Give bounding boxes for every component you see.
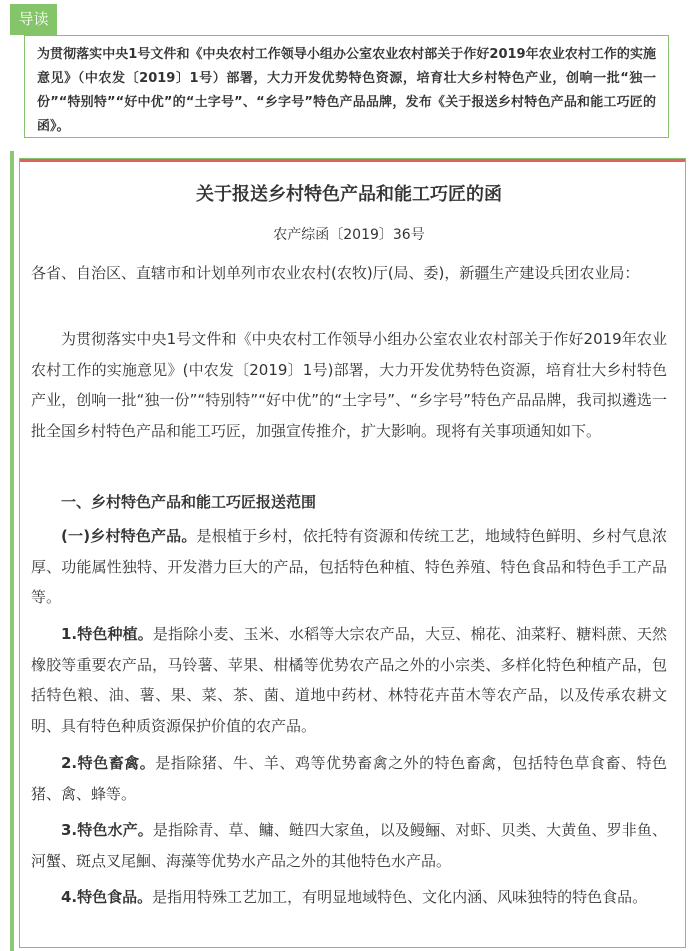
intro-tag: 导读 xyxy=(10,4,57,35)
intro-box xyxy=(24,35,669,138)
item-text: 是指用特殊工艺加工，有明显地域特色、文化内涵、风味独特的特色食品。 xyxy=(152,888,648,906)
intro-text: 为贯彻落实中央1号文件和《中央农村工作领导小组办公室农业农村部关于作好2019年农业农村工作的实施意见》（中农发〔2019〕1号）部署，大力开发优势特色资源，培育壮大乡村特色产业，创响一批“独一份”“特别特”“好中优”的“土字号”、“乡字号”特色产品品牌，发布《关于报送乡村特色产品和能工巧匠的函》。 xyxy=(37,47,656,134)
item-lead: 1.特色种植。 xyxy=(61,625,153,643)
item-paragraph xyxy=(31,815,667,876)
section-heading: 一、乡村特色产品和能工巧匠报送范围 xyxy=(61,493,317,511)
item-lead: 3.特色水产。 xyxy=(61,821,153,839)
item-paragraph xyxy=(31,619,667,741)
item-lead: 4.特色食品。 xyxy=(61,888,153,906)
article-wrapper xyxy=(10,151,686,951)
document-title: 关于报送乡村特色产品和能工巧匠的函 xyxy=(196,184,502,205)
subsection-lead: (一)乡村特色产品。 xyxy=(61,527,197,545)
item-text: 是指除猪、牛、羊、鸡等优势畜禽之外的特色畜禽，包括特色草食畜、特色猪、禽、蜂等。 xyxy=(31,754,667,803)
item-lead: 2.特色畜禽。 xyxy=(61,754,156,772)
subsection-paragraph xyxy=(31,521,667,613)
subsection-text: 是根植于乡村，依托特有资源和传统工艺，地域特色鲜明、乡村气息浓厚、功能属性独特、开发潜力巨大的产品，包括特色种植、特色养殖、特色食品和特色手工产品等。 xyxy=(31,527,667,606)
item-paragraph xyxy=(31,748,667,809)
intro-section xyxy=(10,4,671,138)
article-top-divider xyxy=(20,159,685,162)
article-accent-bar xyxy=(10,151,14,951)
document-number: 农产综函〔2019〕36号 xyxy=(273,227,425,243)
document-salutation: 各省、自治区、直辖市和计划单列市农业农村(农牧)厅(局、委)，新疆生产建设兵团农业局： xyxy=(31,264,640,282)
item-text: 是指除小麦、玉米、水稻等大宗农产品，大豆、棉花、油菜籽、糖料蔗、天然橡胶等重要农产品，马铃薯、苹果、柑橘等优势农产品之外的小宗类、多样化特色种植产品，包括特色粮、油、薯、果、菜、茶、菌、道地中药材、林特花卉苗木等农产品，以及传承农耕文明、具有特色种质资源保护价值的农产品。 xyxy=(31,625,667,735)
article-card xyxy=(19,158,686,948)
item-text: 是指除青、草、鳙、鲢四大家鱼，以及鳗鲡、对虾、贝类、大黄鱼、罗非鱼、河蟹、斑点叉尾鮰、海藻等优势水产品之外的其他特色水产品。 xyxy=(31,821,667,870)
item-paragraph xyxy=(31,882,667,913)
document-body-paragraph: 为贯彻落实中央1号文件和《中央农村工作领导小组办公室农业农村部关于作好2019年农业农村工作的实施意见》(中农发〔2019〕1号)部署，大力开发优势特色资源，培育壮大乡村特色产业，创响一批“独一份”“特别特”“好中优”的“土字号”、“乡字号”特色产品品牌，我司拟遴选一批全国乡村特色产品和能工巧匠，加强宣传推介，扩大影响。现将有关事项通知如下。 xyxy=(31,330,667,440)
